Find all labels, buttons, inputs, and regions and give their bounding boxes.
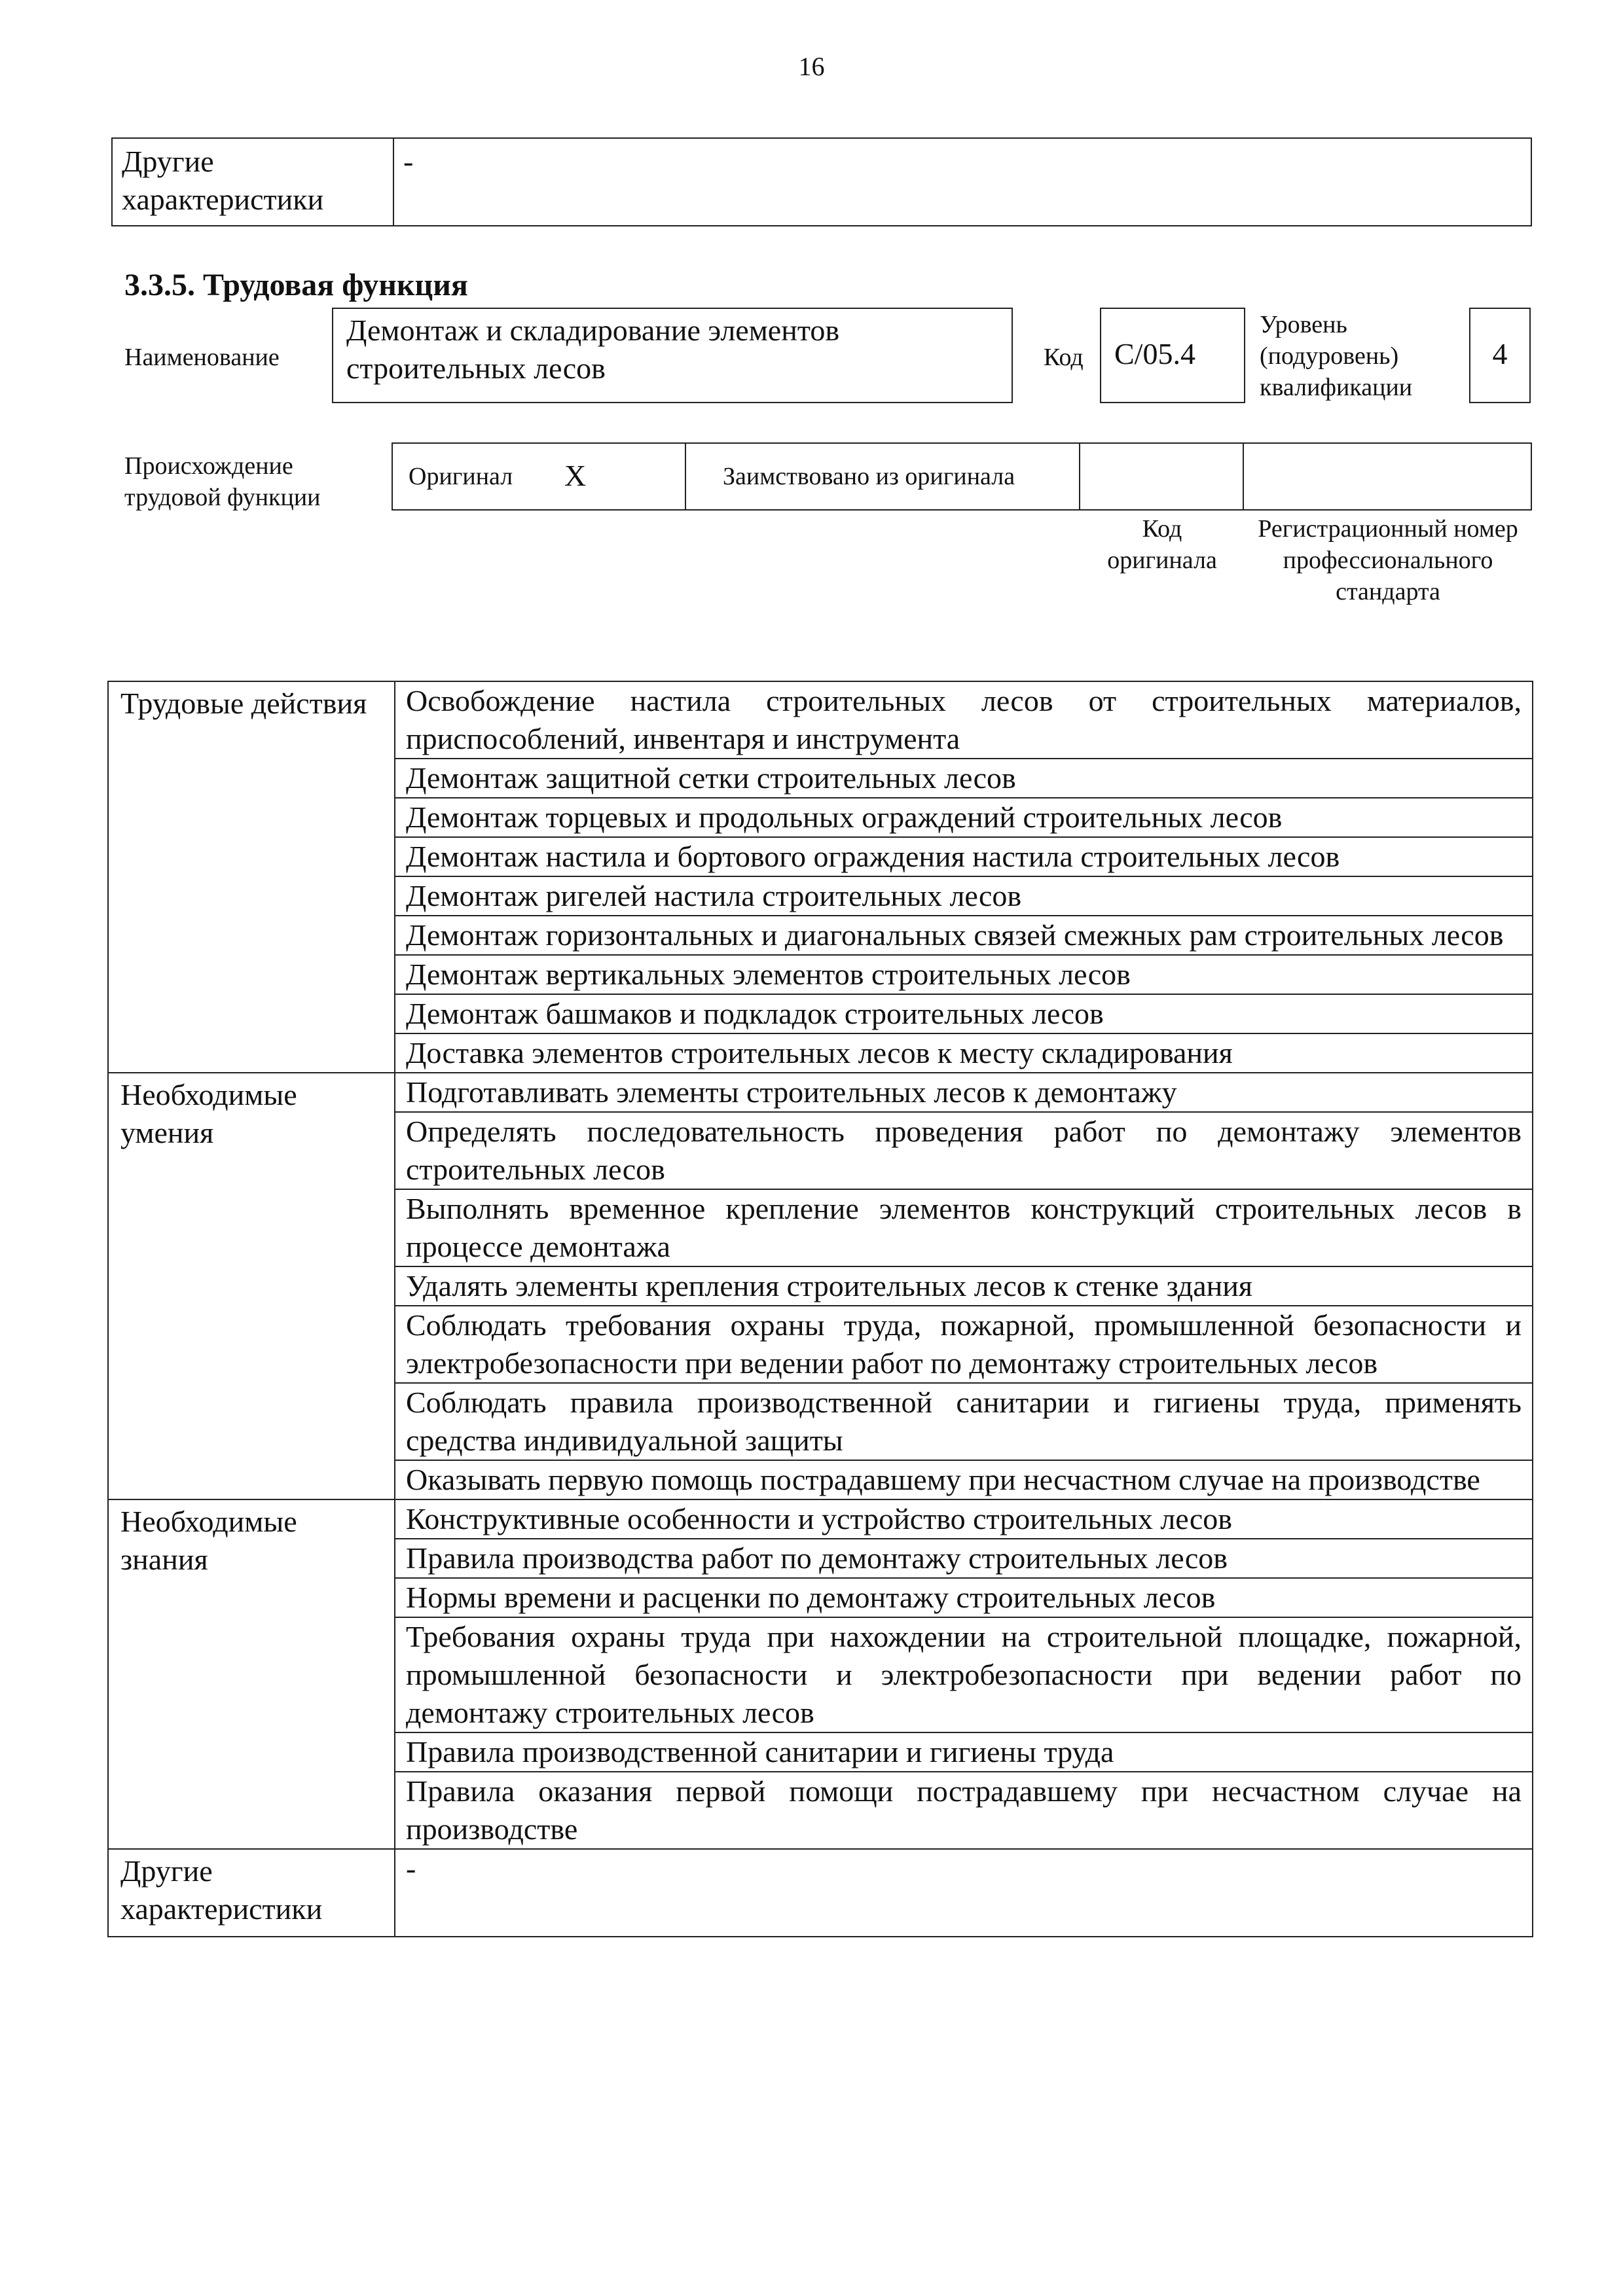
- row-label-labor-actions: Трудовые действия: [108, 681, 395, 1073]
- table-cell: Выполнять временное крепление элементов конструкций строительных лесов в процессе демонтажа: [395, 1189, 1533, 1266]
- table-cell: Демонтаж ригелей настила строительных лесов: [395, 876, 1533, 916]
- table-cell: Требования охраны труда при нахождении на строительной площадке, пожарной, промышленной безопасности и электробезопасности при ведении работ по демонтажу строительных лесов: [395, 1617, 1533, 1732]
- table-cell: Правила производственной санитарии и гигиены труда: [395, 1732, 1533, 1772]
- table-cell: Соблюдать требования охраны труда, пожарной, промышленной безопасности и электробезопасности при ведении работ по демонтажу строительных лесов: [395, 1306, 1533, 1383]
- table-cell: -: [395, 1849, 1533, 1937]
- original-cell: [392, 442, 686, 511]
- table-cell: Доставка элементов строительных лесов к месту складирования: [395, 1033, 1533, 1073]
- original-label: Оригинал: [409, 463, 513, 490]
- code-value: C/05.4: [1100, 308, 1245, 403]
- table-cell: Конструктивные особенности и устройство строительных лесов: [395, 1499, 1533, 1539]
- borrowed-cell: [685, 442, 1080, 511]
- table-cell: Оказывать первую помощь пострадавшему при несчастном случае на производстве: [395, 1460, 1533, 1499]
- table-cell: Правила оказания первой помощи пострадавшему при несчастном случае на производстве: [395, 1772, 1533, 1849]
- original-code-caption: Код оригинала: [1107, 515, 1217, 574]
- row-label-required-knowledge: Необходимые знания: [108, 1499, 395, 1849]
- section-heading: 3.3.5. Трудовая функция: [124, 268, 468, 302]
- origin-label: Происхождение трудовой функции: [124, 452, 321, 511]
- table-cell: Удалять элементы крепления строительных лесов к стенке здания: [395, 1266, 1533, 1306]
- registration-number-cell: [1243, 442, 1532, 511]
- table-cell: Нормы времени и расценки по демонтажу строительных лесов: [395, 1578, 1533, 1617]
- table-cell: Демонтаж торцевых и продольных ограждений строительных лесов: [395, 798, 1533, 837]
- other-characteristics-value: -: [393, 138, 1531, 226]
- name-label: Наименование: [124, 344, 280, 371]
- table-cell: Определять последовательность проведения работ по демонтажу элементов строительных лесов: [395, 1112, 1533, 1189]
- page-number: 16: [798, 52, 825, 81]
- row-label-other-characteristics: Другие характеристики: [108, 1849, 395, 1937]
- registration-number-caption: Регистрационный номер профессионального стандарта: [1258, 515, 1518, 605]
- table-cell: Демонтаж горизонтальных и диагональных связей смежных рам строительных лесов: [395, 916, 1533, 955]
- function-details-table: [107, 681, 1533, 1937]
- table-cell: Демонтаж вертикальных элементов строительных лесов: [395, 955, 1533, 994]
- level-label: Уровень (подуровень) квалификации: [1260, 311, 1413, 401]
- row-label-required-skills: Необходимые умения: [108, 1073, 395, 1499]
- table-cell: Подготавливать элементы строительных лесов к демонтажу: [395, 1073, 1533, 1112]
- table-cell: Соблюдать правила производственной санитарии и гигиены труда, применять средства индивидуальной защиты: [395, 1383, 1533, 1460]
- other-characteristics-label: Другие характеристики: [112, 138, 393, 226]
- level-value: 4: [1469, 308, 1531, 403]
- table-cell: Освобождение настила строительных лесов от строительных материалов, приспособлений, инвентаря и инструмента: [395, 681, 1533, 759]
- table-cell: Правила производства работ по демонтажу строительных лесов: [395, 1539, 1533, 1578]
- table-cell: Демонтаж башмаков и подкладок строительных лесов: [395, 994, 1533, 1033]
- code-label: Код: [1044, 344, 1084, 371]
- original-code-cell: [1079, 442, 1244, 511]
- previous-section-table: [111, 137, 1532, 226]
- table-cell: Демонтаж настила и бортового ограждения настила строительных лесов: [395, 837, 1533, 876]
- original-mark: X: [564, 459, 587, 492]
- borrowed-label: Заимствовано из оригинала: [723, 463, 1015, 490]
- name-value: Демонтаж и складирование элементов строительных лесов: [332, 308, 1013, 403]
- table-cell: Демонтаж защитной сетки строительных лесов: [395, 759, 1533, 798]
